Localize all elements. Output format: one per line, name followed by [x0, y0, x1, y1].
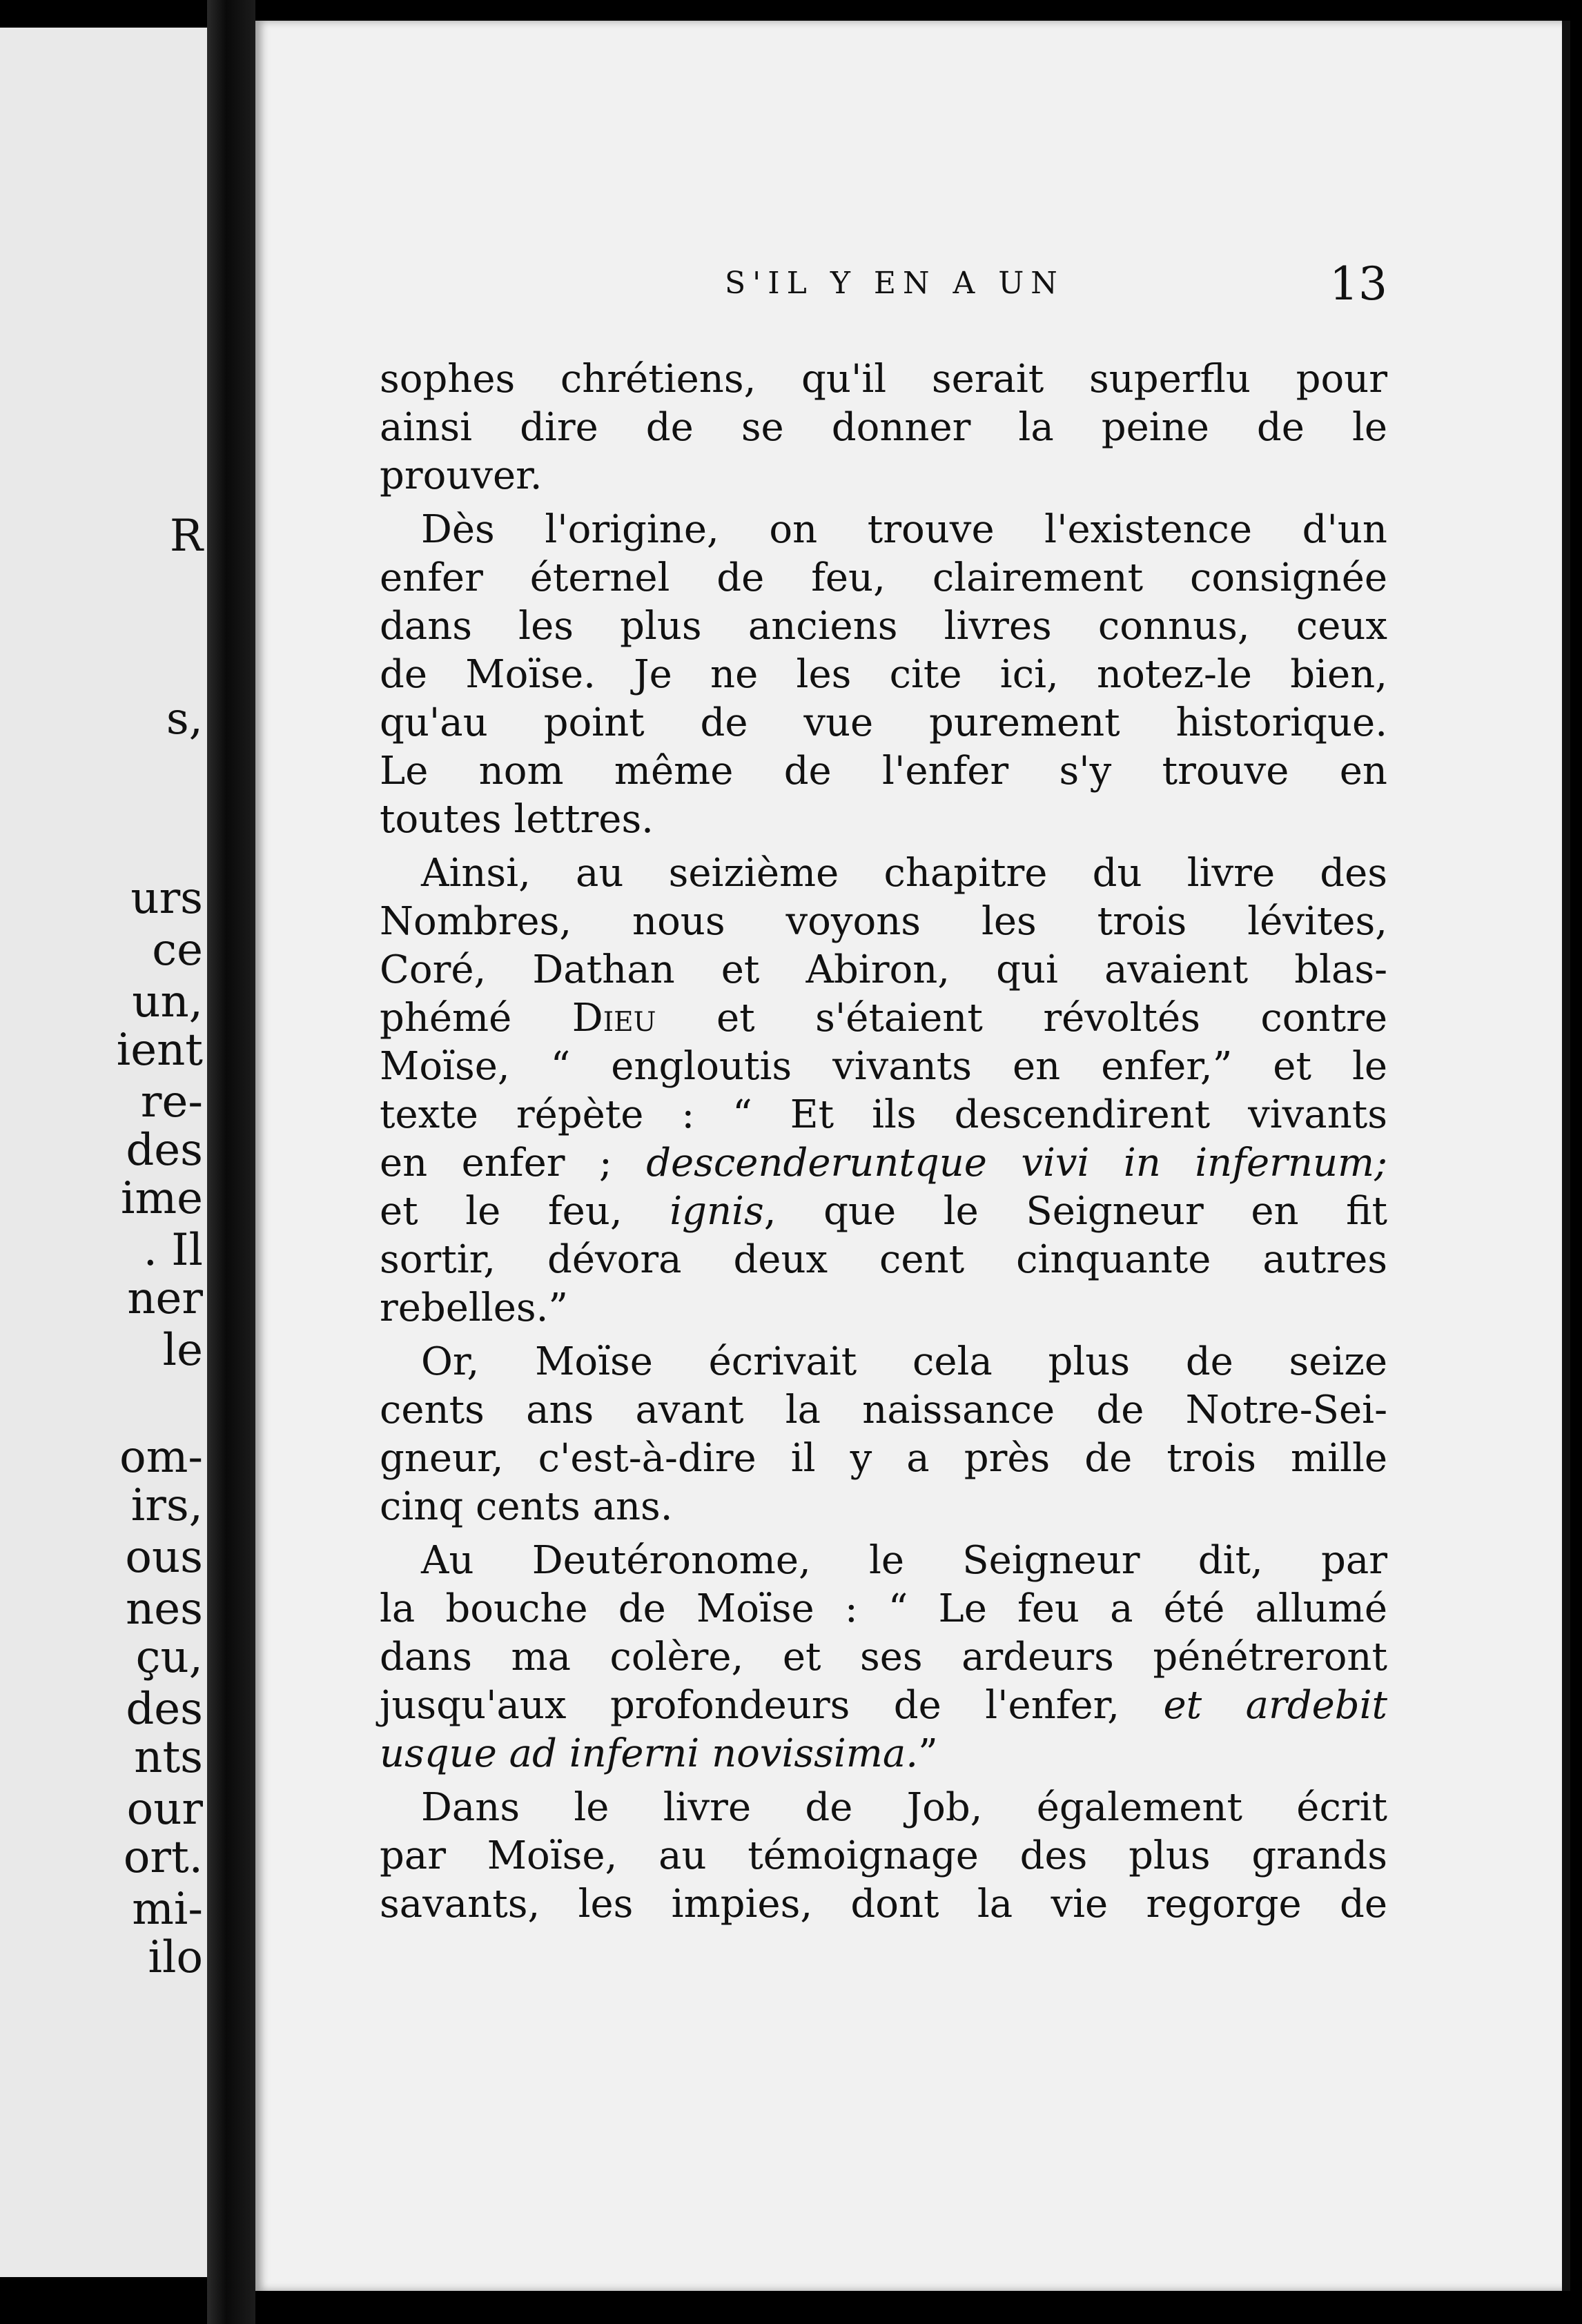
- facing-page-fragment: ime: [120, 1173, 203, 1224]
- text-line: par Moïse, au témoignage des plus grands: [380, 1833, 1387, 1878]
- facing-page-left: [0, 28, 207, 2277]
- facing-page-fragment: nts: [134, 1732, 203, 1783]
- text-line: [380, 1188, 1387, 1236]
- text-line: Le nom même de l'enfer s'y trouve en: [380, 749, 1387, 794]
- text-line: [380, 994, 1387, 1043]
- page-edge: [1562, 21, 1570, 2291]
- facing-page-fragment: mi-: [132, 1884, 203, 1935]
- facing-page-fragment: re-: [140, 1076, 203, 1127]
- text-line: Ainsi, au seizième chapitre du livre des: [421, 851, 1387, 896]
- facing-page-fragment: des: [126, 1684, 203, 1735]
- text-line: Or, Moïse écrivait cela plus de seize: [421, 1339, 1387, 1384]
- text-line: [380, 1682, 1387, 1730]
- text-line: dans les plus anciens livres connus, ceux: [380, 604, 1387, 649]
- running-head-title: S'IL Y EN A UN: [725, 266, 1064, 301]
- facing-page-fragment: le: [162, 1325, 203, 1376]
- text-line: Dès l'origine, on trouve l'existence d'un: [421, 507, 1387, 552]
- text-line: Nombres, nous voyons les trois lévites,: [380, 899, 1387, 944]
- text-line: qu'au point de vue purement historique.: [380, 700, 1387, 745]
- facing-page-fragment: s,: [166, 693, 203, 745]
- running-head: [462, 257, 1387, 321]
- text-line: prouver.: [380, 453, 543, 498]
- page-number: 13: [1329, 257, 1387, 311]
- facing-page-fragment: urs: [130, 873, 203, 924]
- facing-page-fragment: nes: [126, 1584, 203, 1635]
- text-line: toutes lettres.: [380, 797, 654, 842]
- facing-page-fragment: ce: [152, 925, 203, 976]
- text-line: Dans le livre de Job, également écrit: [421, 1785, 1387, 1830]
- facing-page-fragment: our: [126, 1784, 203, 1835]
- text-line: cinq cents ans.: [380, 1484, 673, 1529]
- facing-page-fragment: om-: [119, 1432, 203, 1483]
- text-line: rebelles.”: [380, 1286, 569, 1330]
- text-line: sophes chrétiens, qu'il serait superflu pour: [380, 357, 1387, 402]
- facing-page-fragment: ort.: [123, 1832, 203, 1883]
- text-segment: en enfer ;: [380, 1141, 647, 1185]
- text-line: [380, 1139, 1387, 1188]
- text-line: de Moïse. Je ne les cite ici, notez-le bien,: [380, 652, 1387, 697]
- facing-page-fragment: ous: [125, 1532, 203, 1583]
- text-line: cents ans avant la naissance de Notre-Sei-: [380, 1388, 1387, 1432]
- text-line: [380, 1730, 1387, 1778]
- latin-word: ignis: [670, 1189, 764, 1234]
- facing-page-fragment: ilo: [148, 1932, 203, 1983]
- facing-page-fragment: R: [169, 511, 203, 562]
- text-segment: , que le Seigneur en fit: [763, 1189, 1387, 1234]
- text-line: enfer éternel de feu, clairement consignée: [380, 555, 1387, 600]
- text-line: savants, les impies, dont la vie regorge de: [380, 1882, 1387, 1927]
- book-gutter: [207, 0, 255, 2324]
- text-segment: jusqu'aux profondeurs de l'enfer,: [380, 1683, 1164, 1728]
- text-line: ainsi dire de se donner la peine de le: [380, 405, 1387, 450]
- text-line: texte répète : “ Et ils descendirent vivants: [380, 1092, 1387, 1137]
- text-segment: phémé: [380, 996, 572, 1041]
- text-line: Au Deutéronome, le Seigneur dit, par: [421, 1538, 1387, 1583]
- facing-page-fragment: des: [126, 1125, 203, 1176]
- text-line: sortir, dévora deux cent cinquante autres: [380, 1237, 1387, 1282]
- body-text: [380, 355, 1387, 1929]
- text-line: gneur, c'est-à-dire il y a près de trois mille: [380, 1436, 1387, 1481]
- latin-quote: descenderuntque vivi in infernum;: [646, 1141, 1387, 1185]
- facing-page-fragment: çu,: [135, 1632, 203, 1683]
- facing-page-fragment: un,: [132, 976, 203, 1027]
- divine-name: Dieu: [572, 996, 656, 1041]
- facing-page-fragment: ient: [116, 1025, 203, 1076]
- text-segment: et s'étaient révoltés contre: [656, 996, 1387, 1041]
- facing-page-fragment: . Il: [143, 1225, 203, 1276]
- latin-quote: et ardebit: [1163, 1683, 1387, 1728]
- text-line: Coré, Dathan et Abiron, qui avaient blas-: [380, 947, 1387, 992]
- text-segment: ”: [918, 1731, 938, 1776]
- latin-quote: usque ad inferni novissima.: [380, 1731, 919, 1776]
- facing-page-fragment: ner: [127, 1273, 203, 1324]
- text-line: la bouche de Moïse : “ Le feu a été allumé: [380, 1586, 1387, 1631]
- facing-page-fragment: irs,: [130, 1480, 203, 1531]
- text-line: dans ma colère, et ses ardeurs pénétreront: [380, 1635, 1387, 1680]
- text-segment: et le feu,: [380, 1189, 670, 1234]
- text-line: Moïse, “ engloutis vivants en enfer,” et le: [380, 1044, 1387, 1089]
